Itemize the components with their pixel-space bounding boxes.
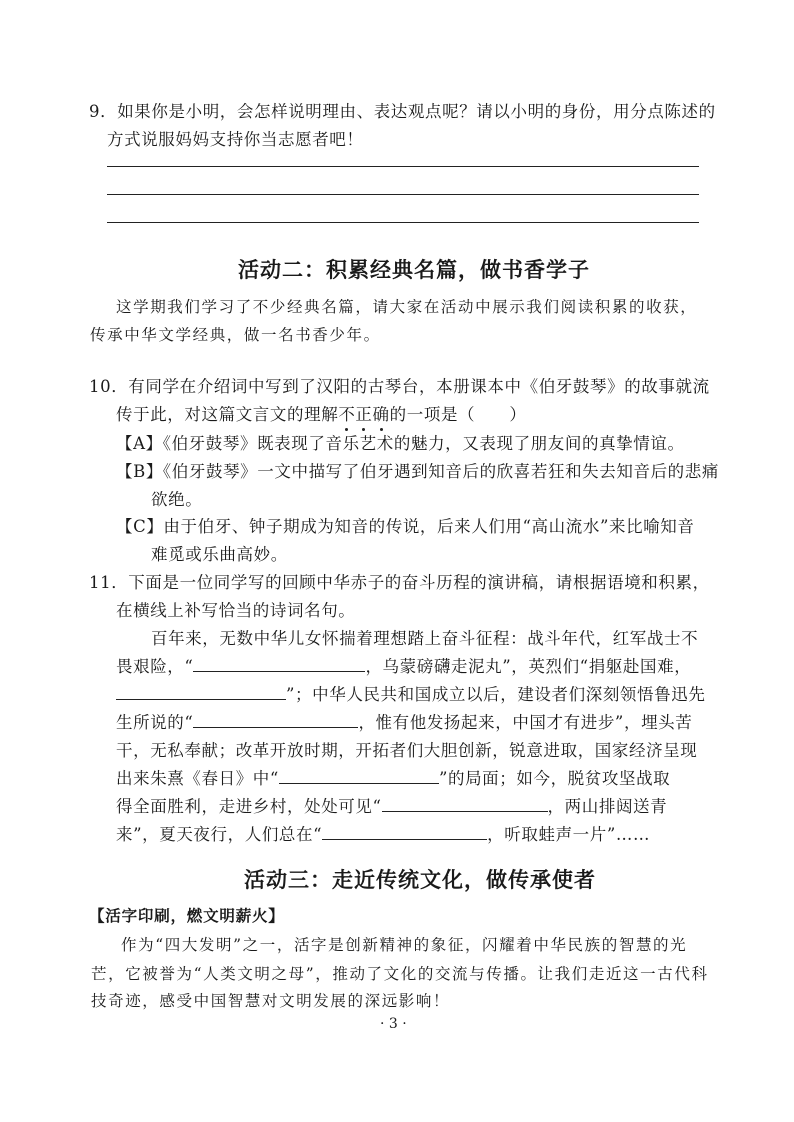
activity3-intro-line2: 芒，它被誉为“人类文明之母”，推动了文化的交流与传播。让我们走近这一古代科 [91, 965, 709, 983]
q11-passage-line6 [116, 765, 670, 789]
fill-blank-4[interactable] [279, 769, 439, 784]
q11-passage-line3 [116, 681, 705, 705]
fill-blank-5[interactable] [382, 797, 548, 812]
q11-passage-line5: 干，无私奉献；改革开放时期，开拓者们大胆创新，锐意进取，国家经济呈现 [116, 741, 698, 760]
fill-blank-3[interactable] [193, 713, 358, 728]
passage-text: 出来朱熹《春日》中“ [116, 769, 279, 788]
passage-text: ”的局面；如今，脱贫攻坚战取 [438, 769, 671, 788]
passage-text: ，惟有他发扬起来，中国才有进步”，埋头苦 [358, 713, 693, 732]
passage-text: 生所说的“ [116, 713, 194, 732]
fill-blank-2[interactable] [116, 685, 286, 700]
fill-blank-6[interactable] [322, 825, 487, 840]
activity2-title: 活动二：积累经典名篇，做书香学子 [238, 257, 590, 282]
fill-blank-1[interactable] [193, 657, 365, 672]
passage-text: ”；中华人民共和国成立以后，建设者们深刻领悟鲁迅先 [286, 685, 706, 704]
passage-text: 得全面胜利，走进乡村，处处可见“ [116, 797, 382, 816]
emphasis-char: 不 [338, 401, 355, 425]
passage-text: ，两山排闼送青 [547, 797, 668, 816]
q9-line1: 9．如果你是小明，会怎样说明理由、表达观点呢？请以小明的身份，用分点陈述的 [89, 102, 716, 121]
q11-line2: 在横线上补写恰当的诗词名句。 [116, 601, 356, 620]
activity3-intro-line1: 作为“四大发明”之一，活字是创新精神的象征，闪耀着中华民族的智慧的光 [121, 936, 688, 954]
passage-text: 来”，夏天夜行，人们总在“ [116, 825, 323, 844]
q11-passage-line8 [116, 821, 650, 845]
q11-passage-line1: 百年来，无数中华儿女怀揣着理想踏上奋斗征程：战斗年代，红军战士不 [151, 629, 699, 648]
q10-option-c[interactable]: 【C】由于伯牙、钟子期成为知音的传说，后来人们用“高山流水”来比喻知音 [116, 517, 695, 536]
q10-option-b-cont: 欲绝。 [151, 490, 203, 509]
answer-line-2[interactable] [107, 194, 699, 195]
activity2-intro-line2: 传承中华文学经典，做一名书香少年。 [90, 326, 381, 344]
q10-option-c-cont: 难觅或乐曲高妙。 [151, 545, 288, 564]
passage-text: ，乌蒙磅礴走泥丸”，英烈们“捐躯赴国难， [365, 657, 692, 676]
activity2-intro-line1: 这学期我们学习了不少经典名篇，请大家在活动中展示我们阅读积累的收获， [116, 298, 698, 316]
emphasis-char: 确 [373, 401, 390, 425]
q10-line2-start: 传于此，对这篇文言文的理解 [116, 405, 339, 424]
page-number: · 3 · [380, 1016, 407, 1032]
passage-text: 畏艰险，“ [116, 657, 194, 676]
passage-text: ，听取蛙声一片”…… [487, 825, 651, 844]
q10-option-b[interactable]: 【B】《伯牙鼓琴》一文中描写了伯牙遇到知音后的欣喜若狂和失去知音后的悲痛 [116, 462, 719, 481]
q10-line2-end: 的一项是（ ） [389, 405, 527, 424]
q11-passage-line4 [116, 709, 692, 733]
activity3-title: 活动三：走近传统文化，做传承使者 [244, 867, 596, 892]
q10-option-a[interactable]: 【A】《伯牙鼓琴》既表现了音乐艺术的魅力，又表现了朋友间的真挚情谊。 [116, 434, 685, 453]
q10-line2 [116, 401, 526, 425]
activity3-subtitle: 【活字印刷，燃文明薪火】 [89, 906, 285, 925]
activity3-intro-line3: 技奇迹，感受中国智慧对文明发展的深远影响！ [91, 992, 451, 1010]
q10-line1: 10．有同学在介绍词中写到了汉阳的古琴台，本册课本中《伯牙鼓琴》的故事就流 [89, 377, 710, 396]
q9-line2: 方式说服妈妈支持你当志愿者吧！ [107, 130, 364, 149]
q11-passage-line2 [116, 653, 691, 677]
q11-passage-line7 [116, 793, 667, 817]
answer-line-1[interactable] [107, 166, 699, 167]
q11-line1: 11．下面是一位同学写的回顾中华赤子的奋斗历程的演讲稿，请根据语境和积累， [89, 573, 710, 592]
emphasis-char: 正 [355, 401, 372, 425]
answer-line-3[interactable] [107, 222, 699, 223]
